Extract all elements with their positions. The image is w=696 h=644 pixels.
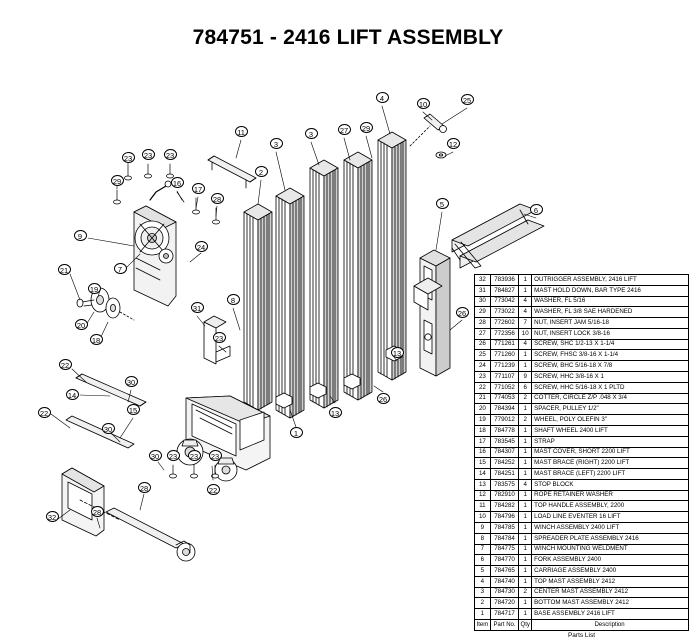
cell-part: 784251 bbox=[490, 469, 518, 480]
cell-desc: MAST BRACE (LEFT) 2200 LIFT bbox=[532, 469, 689, 480]
cell-part: 784827 bbox=[490, 285, 518, 296]
cell-part: 779012 bbox=[490, 415, 518, 426]
cell-item: 14 bbox=[475, 469, 491, 480]
table-row bbox=[475, 501, 689, 512]
cell-desc: FORK ASSEMBLY 2400 bbox=[532, 555, 689, 566]
callout-balloon-22: 22 bbox=[207, 484, 220, 495]
cell-desc: LOAD LINE EVENTER 16 LIFT bbox=[532, 512, 689, 523]
rope-retainer-washer bbox=[436, 152, 446, 158]
page-title: 784751 - 2416 LIFT ASSEMBLY bbox=[192, 26, 504, 49]
cell-desc: SCREW, BHC 5/16-18 X 7/8 bbox=[532, 361, 689, 372]
cell-item: 15 bbox=[475, 458, 491, 469]
table-row bbox=[475, 339, 689, 350]
cell-part: 784717 bbox=[490, 609, 518, 620]
cell-qty: 1 bbox=[519, 447, 532, 458]
callout-balloon-29: 29 bbox=[360, 122, 373, 133]
cell-qty: 4 bbox=[519, 307, 532, 318]
cell-qty: 1 bbox=[519, 458, 532, 469]
cell-qty: 1 bbox=[519, 555, 532, 566]
table-row bbox=[475, 415, 689, 426]
table-row bbox=[475, 576, 689, 587]
cell-item: 8 bbox=[475, 533, 491, 544]
table-row bbox=[475, 350, 689, 361]
callout-balloon-13: 13 bbox=[329, 407, 342, 418]
cell-qty: 1 bbox=[519, 404, 532, 415]
cell-desc: SCREW, FHSC 3/8-16 X 1-1/4 bbox=[532, 350, 689, 361]
cell-part: 771107 bbox=[490, 372, 518, 383]
cell-item: 24 bbox=[475, 361, 491, 372]
cell-desc: TOP HANDLE ASSEMBLY, 2200 bbox=[532, 501, 689, 512]
callout-balloon-23: 23 bbox=[164, 149, 177, 160]
cell-qty: 1 bbox=[519, 544, 532, 555]
cell-item: 29 bbox=[475, 307, 491, 318]
cell-item: 7 bbox=[475, 544, 491, 555]
cell-desc: BOTTOM MAST ASSEMBLY 2412 bbox=[532, 598, 689, 609]
cell-qty: 4 bbox=[519, 479, 532, 490]
cell-qty: 1 bbox=[519, 490, 532, 501]
table-row bbox=[475, 555, 689, 566]
parts-list-footer: Parts List bbox=[567, 632, 596, 639]
callout-balloon-17: 17 bbox=[192, 183, 205, 194]
cell-part: 784730 bbox=[490, 587, 518, 598]
cell-desc: NUT, INSERT LOCK 3/8-16 bbox=[532, 328, 689, 339]
mast-column-2 bbox=[276, 188, 304, 418]
cell-desc: TOP MAST ASSEMBLY 2412 bbox=[532, 576, 689, 587]
cell-desc: SCREW, SHC 1/2-13 X 1-1/4 bbox=[532, 339, 689, 350]
cell-item: 19 bbox=[475, 415, 491, 426]
cell-qty: 1 bbox=[519, 350, 532, 361]
cell-item: 5 bbox=[475, 566, 491, 577]
cell-desc: WINCH ASSEMBLY 2400 LIFT bbox=[532, 522, 689, 533]
cell-qty: 1 bbox=[519, 436, 532, 447]
cell-part: 784770 bbox=[490, 555, 518, 566]
cell-desc: SCREW, HHC 5/16-18 X 1 PLTD bbox=[532, 382, 689, 393]
cell-part: 784282 bbox=[490, 501, 518, 512]
column-header: Qty bbox=[519, 620, 532, 631]
table-row bbox=[475, 458, 689, 469]
cell-desc: CARRIAGE ASSEMBLY 2400 bbox=[532, 566, 689, 577]
cell-item: 26 bbox=[475, 339, 491, 350]
cell-desc: SPACER, PULLEY 1/2" bbox=[532, 404, 689, 415]
cell-part: 773022 bbox=[490, 307, 518, 318]
table-row bbox=[475, 566, 689, 577]
mast-column-3 bbox=[310, 160, 338, 408]
cell-item: 23 bbox=[475, 372, 491, 383]
cell-part: 784307 bbox=[490, 447, 518, 458]
cell-part: 783545 bbox=[490, 436, 518, 447]
callout-balloon-23: 23 bbox=[142, 149, 155, 160]
cell-desc: WHEEL, POLY OLEFIN 3" bbox=[532, 415, 689, 426]
callout-balloon-26: 26 bbox=[456, 307, 469, 318]
callout-balloon-12: 12 bbox=[447, 138, 460, 149]
cell-qty: 4 bbox=[519, 296, 532, 307]
cell-part: 771052 bbox=[490, 382, 518, 393]
cell-item: 12 bbox=[475, 490, 491, 501]
callout-balloon-18: 18 bbox=[90, 334, 103, 345]
callout-balloon-4: 4 bbox=[376, 92, 389, 103]
column-header: Item bbox=[475, 620, 491, 631]
cell-qty: 1 bbox=[519, 501, 532, 512]
callout-balloon-29: 29 bbox=[111, 175, 124, 186]
cell-desc: COTTER, CIRCLE Z/P .048 X 3/4 bbox=[532, 393, 689, 404]
cell-item: 6 bbox=[475, 555, 491, 566]
cell-part: 773042 bbox=[490, 296, 518, 307]
cell-qty: 1 bbox=[519, 361, 532, 372]
callout-balloon-3: 3 bbox=[270, 138, 283, 149]
cell-part: 782910 bbox=[490, 490, 518, 501]
cell-desc: STRAP bbox=[532, 436, 689, 447]
callout-balloon-10: 10 bbox=[417, 98, 430, 109]
cell-item: 13 bbox=[475, 479, 491, 490]
callout-balloon-15: 15 bbox=[127, 404, 140, 415]
callout-balloon-5: 5 bbox=[436, 198, 449, 209]
table-row bbox=[475, 587, 689, 598]
callout-balloon-23: 23 bbox=[209, 450, 222, 461]
table-row bbox=[475, 609, 689, 620]
table-row bbox=[475, 372, 689, 383]
cell-desc: NUT, INSERT JAM 5/16-18 bbox=[532, 318, 689, 329]
mast-column-1 bbox=[244, 204, 272, 410]
cell-part: 771239 bbox=[490, 361, 518, 372]
callout-balloon-1: 1 bbox=[290, 427, 303, 438]
cell-part: 783575 bbox=[490, 479, 518, 490]
cell-qty: 9 bbox=[519, 372, 532, 383]
cell-desc: CENTER MAST ASSEMBLY 2412 bbox=[532, 587, 689, 598]
callout-balloon-11: 11 bbox=[235, 126, 248, 137]
table-row bbox=[475, 447, 689, 458]
cell-qty: 1 bbox=[519, 425, 532, 436]
callout-balloon-22: 22 bbox=[38, 407, 51, 418]
table-row bbox=[475, 404, 689, 415]
base-assembly bbox=[177, 396, 270, 481]
cell-desc: STOP BLOCK bbox=[532, 479, 689, 490]
callout-balloon-19: 19 bbox=[88, 283, 101, 294]
cell-part: 784720 bbox=[490, 598, 518, 609]
cell-qty: 1 bbox=[519, 533, 532, 544]
table-row bbox=[475, 318, 689, 329]
cell-qty: 1 bbox=[519, 566, 532, 577]
cell-desc: WINCH MOUNTING WELDMENT bbox=[532, 544, 689, 555]
callout-balloon-28: 28 bbox=[138, 482, 151, 493]
cell-part: 784740 bbox=[490, 576, 518, 587]
cell-item: 1 bbox=[475, 609, 491, 620]
cell-item: 31 bbox=[475, 285, 491, 296]
cell-item: 17 bbox=[475, 436, 491, 447]
fork-assembly bbox=[452, 204, 544, 268]
cell-part: 784778 bbox=[490, 425, 518, 436]
callout-balloon-32: 32 bbox=[46, 511, 59, 522]
cell-part: 772356 bbox=[490, 328, 518, 339]
cell-desc: OUTRIGGER ASSEMBLY, 2416 LIFT bbox=[532, 275, 689, 286]
column-header: Description bbox=[532, 620, 689, 631]
callout-balloon-30: 30 bbox=[102, 423, 115, 434]
cell-item: 9 bbox=[475, 522, 491, 533]
table-row bbox=[475, 479, 689, 490]
cell-qty: 1 bbox=[519, 598, 532, 609]
cell-part: 771261 bbox=[490, 339, 518, 350]
cell-desc: SHAFT WHEEL 2400 LIFT bbox=[532, 425, 689, 436]
cell-item: 32 bbox=[475, 275, 491, 286]
cell-item: 25 bbox=[475, 350, 491, 361]
cell-item: 18 bbox=[475, 425, 491, 436]
parts-list-table bbox=[474, 274, 689, 631]
cell-desc: WASHER, FL 5/16 bbox=[532, 296, 689, 307]
callout-balloon-16: 16 bbox=[171, 177, 184, 188]
callout-balloon-23: 23 bbox=[122, 152, 135, 163]
callout-balloon-30: 30 bbox=[125, 376, 138, 387]
column-header: Part No. bbox=[490, 620, 518, 631]
callout-balloon-23: 23 bbox=[213, 332, 226, 343]
callout-balloon-26: 26 bbox=[377, 393, 390, 404]
cell-item: 27 bbox=[475, 328, 491, 339]
table-row bbox=[475, 490, 689, 501]
cell-item: 21 bbox=[475, 393, 491, 404]
callout-balloon-6: 6 bbox=[530, 204, 543, 215]
cell-qty: 4 bbox=[519, 339, 532, 350]
callout-balloon-8: 8 bbox=[227, 294, 240, 305]
cell-part: 784252 bbox=[490, 458, 518, 469]
cell-item: 20 bbox=[475, 404, 491, 415]
cell-part: 784796 bbox=[490, 512, 518, 523]
table-row bbox=[475, 296, 689, 307]
cell-part: 784775 bbox=[490, 544, 518, 555]
cell-desc: MAST HOLD DOWN, BAR TYPE 2416 bbox=[532, 285, 689, 296]
cell-qty: 1 bbox=[519, 576, 532, 587]
cell-item: 11 bbox=[475, 501, 491, 512]
cell-part: 783936 bbox=[490, 275, 518, 286]
callout-balloon-23: 23 bbox=[188, 450, 201, 461]
cell-part: 784784 bbox=[490, 533, 518, 544]
table-row bbox=[475, 328, 689, 339]
callout-balloon-27: 27 bbox=[338, 124, 351, 135]
callout-balloon-3: 3 bbox=[305, 128, 318, 139]
table-row bbox=[475, 522, 689, 533]
cell-desc: MAST COVER, SHORT 2200 LIFT bbox=[532, 447, 689, 458]
callout-balloon-28: 28 bbox=[211, 193, 224, 204]
callout-balloon-21: 21 bbox=[58, 264, 71, 275]
poly-wheels bbox=[77, 288, 134, 320]
winch-assembly bbox=[134, 181, 176, 306]
table-row bbox=[475, 436, 689, 447]
cell-desc: BASE ASSEMBLY 2416 LIFT bbox=[532, 609, 689, 620]
cell-item: 16 bbox=[475, 447, 491, 458]
cell-qty: 1 bbox=[519, 609, 532, 620]
load-line-eventer bbox=[410, 114, 447, 146]
callout-balloon-22: 22 bbox=[59, 359, 72, 370]
cell-desc: SPREADER PLATE ASSEMBLY 2416 bbox=[532, 533, 689, 544]
callout-balloon-9: 9 bbox=[74, 230, 87, 241]
table-row bbox=[475, 544, 689, 555]
cell-qty: 2 bbox=[519, 587, 532, 598]
cell-desc: WASHER, FL 3/8 SAE HARDENED bbox=[532, 307, 689, 318]
callout-balloon-2: 2 bbox=[255, 166, 268, 177]
callout-balloon-14: 14 bbox=[66, 389, 79, 400]
top-handle-assembly bbox=[208, 156, 256, 188]
cell-part: 784765 bbox=[490, 566, 518, 577]
table-row bbox=[475, 382, 689, 393]
callout-balloon-20: 20 bbox=[75, 319, 88, 330]
cell-qty: 1 bbox=[519, 512, 532, 523]
cell-part: 784394 bbox=[490, 404, 518, 415]
cell-item: 4 bbox=[475, 576, 491, 587]
callout-balloon-25: 25 bbox=[461, 94, 474, 105]
callout-balloon-31: 31 bbox=[191, 302, 204, 313]
table-row bbox=[475, 512, 689, 523]
table-row bbox=[475, 425, 689, 436]
cell-item: 10 bbox=[475, 512, 491, 523]
table-row bbox=[475, 285, 689, 296]
cell-qty: 1 bbox=[519, 285, 532, 296]
cell-item: 2 bbox=[475, 598, 491, 609]
callout-balloon-24: 24 bbox=[195, 241, 208, 252]
outrigger-assembly bbox=[62, 468, 195, 561]
table-row bbox=[475, 533, 689, 544]
cell-desc: SCREW, HHC 3/8-16 X 1 bbox=[532, 372, 689, 383]
cell-part: 772602 bbox=[490, 318, 518, 329]
callout-balloon-28: 28 bbox=[91, 506, 104, 517]
table-header-row bbox=[475, 620, 689, 631]
cell-qty: 1 bbox=[519, 275, 532, 286]
cell-qty: 10 bbox=[519, 328, 532, 339]
callout-balloon-13: 13 bbox=[391, 347, 404, 358]
callout-balloon-7: 7 bbox=[114, 263, 127, 274]
table-row bbox=[475, 275, 689, 286]
cell-desc: ROPE RETAINER WASHER bbox=[532, 490, 689, 501]
cell-qty: 1 bbox=[519, 522, 532, 533]
table-row bbox=[475, 598, 689, 609]
cell-qty: 1 bbox=[519, 469, 532, 480]
cell-qty: 7 bbox=[519, 318, 532, 329]
cell-item: 30 bbox=[475, 296, 491, 307]
callout-balloon-30: 30 bbox=[149, 450, 162, 461]
table-row bbox=[475, 393, 689, 404]
cell-desc: MAST BRACE (RIGHT) 2200 LIFT bbox=[532, 458, 689, 469]
cell-qty: 2 bbox=[519, 393, 532, 404]
cell-part: 771260 bbox=[490, 350, 518, 361]
cell-item: 28 bbox=[475, 318, 491, 329]
cell-part: 784785 bbox=[490, 522, 518, 533]
table-row bbox=[475, 361, 689, 372]
cell-item: 3 bbox=[475, 587, 491, 598]
callout-balloon-23: 23 bbox=[167, 450, 180, 461]
cell-qty: 6 bbox=[519, 382, 532, 393]
table-row bbox=[475, 307, 689, 318]
cell-qty: 2 bbox=[519, 415, 532, 426]
cell-part: 774053 bbox=[490, 393, 518, 404]
mast-column-4 bbox=[344, 152, 372, 400]
carriage-assembly bbox=[420, 250, 450, 376]
cell-item: 22 bbox=[475, 382, 491, 393]
table-row bbox=[475, 469, 689, 480]
mast-column-5 bbox=[378, 132, 406, 380]
